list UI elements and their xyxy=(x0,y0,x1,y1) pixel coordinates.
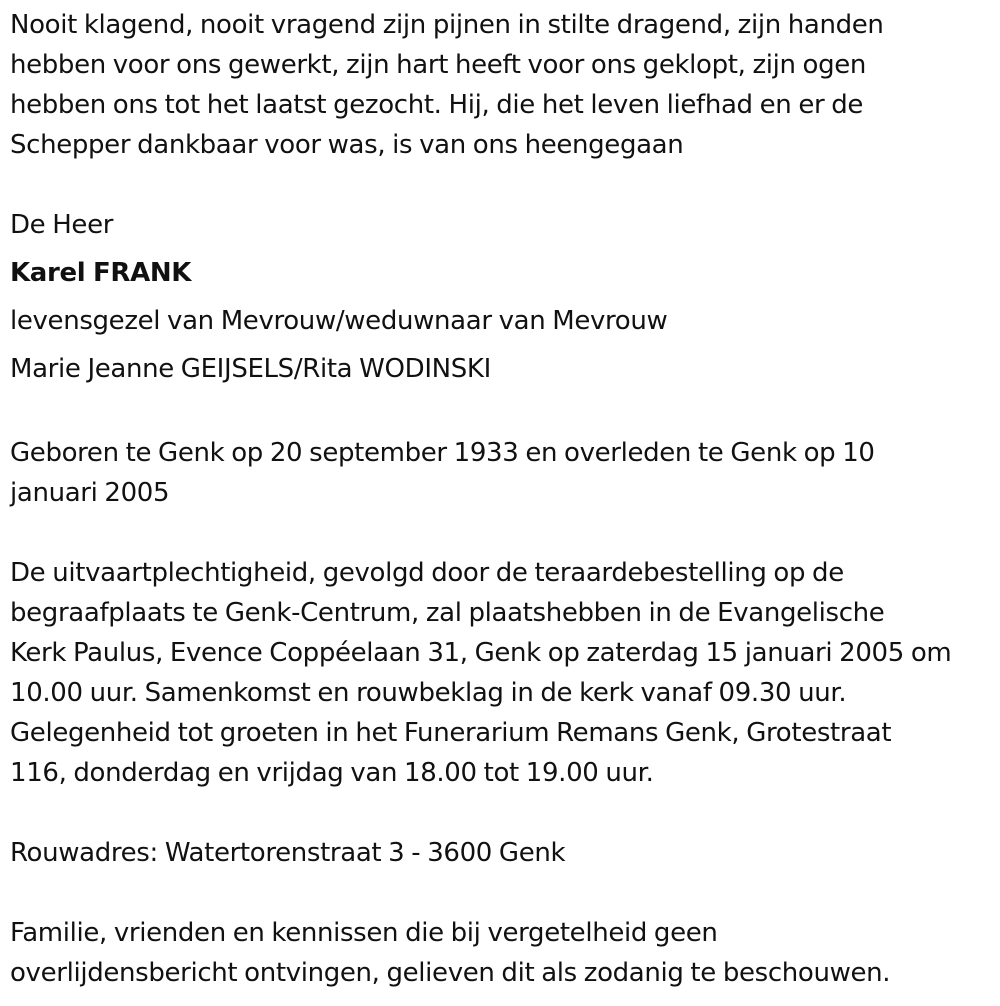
ceremony-line: Gelegenheid tot groeten in het Funerarium Remans Genk, Grotestraat xyxy=(10,718,892,748)
intro-line: Schepper dankbaar voor was, is van ons heengegaan xyxy=(10,130,684,160)
intro-line: hebben ons tot het laatst gezocht. Hij, die het leven liefhad en er de xyxy=(10,90,864,120)
mourning-address: Rouwadres: Watertorenstraat 3 - 3600 Genk xyxy=(10,838,566,868)
deceased-name: Karel FRANK xyxy=(10,258,192,288)
deceased-spouses: Marie Jeanne GEIJSELS/Rita WODINSKI xyxy=(10,354,491,384)
intro-line: Nooit klagend, nooit vragend zijn pijnen in stilte dragend, zijn handen xyxy=(10,10,884,40)
ceremony-paragraph xyxy=(10,553,995,793)
deceased-relation: levensgezel van Mevrouw/weduwnaar van Mevrouw xyxy=(10,306,668,336)
ceremony-line: De uitvaartplechtigheid, gevolgd door de teraardebestelling op de xyxy=(10,558,844,588)
ceremony-line: Kerk Paulus, Evence Coppéelaan 31, Genk op zaterdag 15 januari 2005 om xyxy=(10,638,952,668)
closing-line: Familie, vrienden en kennissen die bij vergetelheid geen xyxy=(10,918,718,948)
ceremony-line: 10.00 uur. Samenkomst en rouwbeklag in de kerk vanaf 09.30 uur. xyxy=(10,678,847,708)
dates-line: Geboren te Genk op 20 september 1933 en overleden te Genk op 10 xyxy=(10,438,875,468)
obituary-notice xyxy=(10,5,995,993)
closing-line: overlijdensbericht ontvingen, gelieven dit als zodanig te beschouwen. xyxy=(10,958,891,988)
intro-paragraph xyxy=(10,5,995,165)
ceremony-line: begraafplaats te Genk-Centrum, zal plaatshebben in de Evangelische xyxy=(10,598,885,628)
dates-paragraph xyxy=(10,433,995,513)
address-paragraph xyxy=(10,833,995,873)
intro-line: hebben voor ons gewerkt, zijn hart heeft voor ons geklopt, zijn ogen xyxy=(10,50,867,80)
ceremony-line: 116, donderdag en vrijdag van 18.00 tot 19.00 uur. xyxy=(10,758,654,788)
deceased-block xyxy=(10,205,995,393)
dates-line: januari 2005 xyxy=(10,478,170,508)
closing-paragraph xyxy=(10,913,995,993)
deceased-title: De Heer xyxy=(10,210,114,240)
